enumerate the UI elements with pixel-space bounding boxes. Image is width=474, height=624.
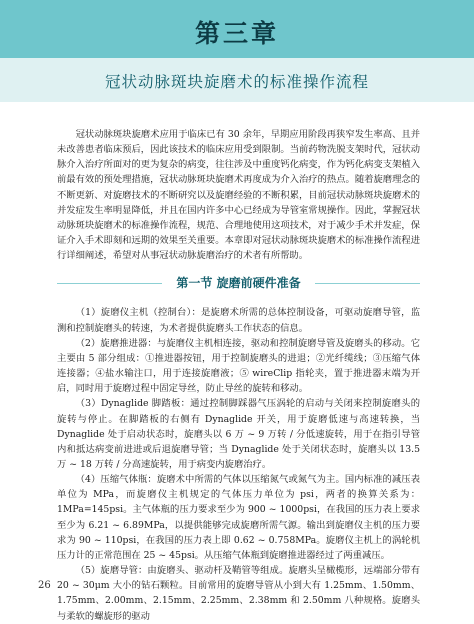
page-body bbox=[57, 127, 420, 624]
section-heading-label: 第一节 旋磨前硬件准备 bbox=[162, 272, 314, 294]
section-heading bbox=[57, 272, 420, 294]
paragraph-advancer: （2）旋磨推进器：与旋磨仪主机相连接，驱动和控制旋磨导管及旋磨头的移动。它主要由 5 部分组成：①推进器按钮，用于控制旋磨头的进退；②光纤缆线；③压缩气体连接器；④盐水输注口，用于连接旋磨液；⑤ wireClip 指轮夹，置于推进器末端为开启，同时用于旋磨过程中固定导丝，防止导丝的旋转和移动。 bbox=[57, 337, 420, 395]
chapter-number: 第三章 bbox=[194, 19, 279, 48]
page-number: 26 bbox=[38, 580, 51, 591]
paragraph-burr-catheter: （5）旋磨导管：由旋磨头、驱动杆及鞘管等组成。旋磨头呈橄榄形，远端部分带有 20 ~ 30μm 大小的钻石颗粒。目前常用的旋磨导管从小到大有 1.25mm、1.50mm、1.75mm、2.00mm、2.15mm、2.25mm、2.38mm 和 2.50mm 八种规格。旋磨头与柔软的螺旋形的驱动 bbox=[57, 565, 420, 622]
paragraph-controller: （1）旋磨仪主机（控制台）：是旋磨术所需的总体控制设备，可驱动旋磨导管，监测和控制旋磨头的转速，为术者提供旋磨头工作状态的信息。 bbox=[57, 307, 420, 334]
chapter-title: 冠状动脉斑块旋磨术的标准操作流程 bbox=[104, 73, 369, 91]
paragraph-foot-pedal: （3）Dynaglide 脚踏板：通过控制脚踩器气压涡轮的启动与关闭来控制旋磨头的旋转与停止。在脚踏板的右侧有 Dynaglide 开关，用于旋磨低速与高速转换，当 Dynaglide 处于启动状态时，旋磨头以 6 万 ~ 9 万转 / 分低速旋转，用于在指引导管内和抵达病变前进进或后退旋磨导管；当 Dynaglide 处于关闭状态时，旋磨头以 13.5 万 ~ 18 万转 / 分高速旋转，用于病变内旋磨治疗。 bbox=[57, 398, 420, 470]
intro-paragraph: 冠状动脉斑块旋磨术应用于临床已有 30 余年，早期应用阶段再狭窄发生率高、且并未改善患者临床预后，因此该技术的临床应用受到限制。当前药物洗脱支架时代，冠状动脉介入治疗所面对的更为复杂的病变，往往涉及中重度钙化病变，作为钙化病变支架植入前最有效的预处理措施，冠状动脉斑块旋磨术再度成为介入治疗的热点。随着旋磨理念的不断更新、对旋磨技术的不断研究以及旋磨经验的不断积累，目前冠状动脉斑块旋磨术的并发症发生率明显降低，并且在国内许多中心已经成为导管室常规操作。因此，掌握冠状动脉斑块旋磨术的标准操作流程，规范、合理地使用这项技术，对于减少手术并发症，保证介入手术即刻和远期的效果至关重要。本章即对冠状动脉斑块旋磨术的标准操作流程进行详细阐述，希望对从事冠状动脉旋磨治疗的术者有所帮助。 bbox=[57, 129, 420, 262]
paragraph-gas-cylinder: （4）压缩气体瓶：旋磨术中所需的气体以压缩氮气或氮气为主。国内标准的减压表单位为 MPa，而旋磨仪主机规定的气体压力单位为 psi，两者的换算关系为：1MPa=145psi。主气体瓶的压力要求至少为 900 ~ 1000psi，在我国的压力表上要求至少为 6.21 ~ 6.89MPa，以提供能够完成旋磨所需气源。输出到旋磨仪主机的压力要求为 90 ~ 110psi，在我国的压力表上即 0.62 ~ 0.758MPa。旋磨仪主机上的涡轮机压力计的正常范围在 25 ~ 45psi。从压缩气体瓶到旋磨推进器经过了两重减压。 bbox=[57, 474, 420, 561]
